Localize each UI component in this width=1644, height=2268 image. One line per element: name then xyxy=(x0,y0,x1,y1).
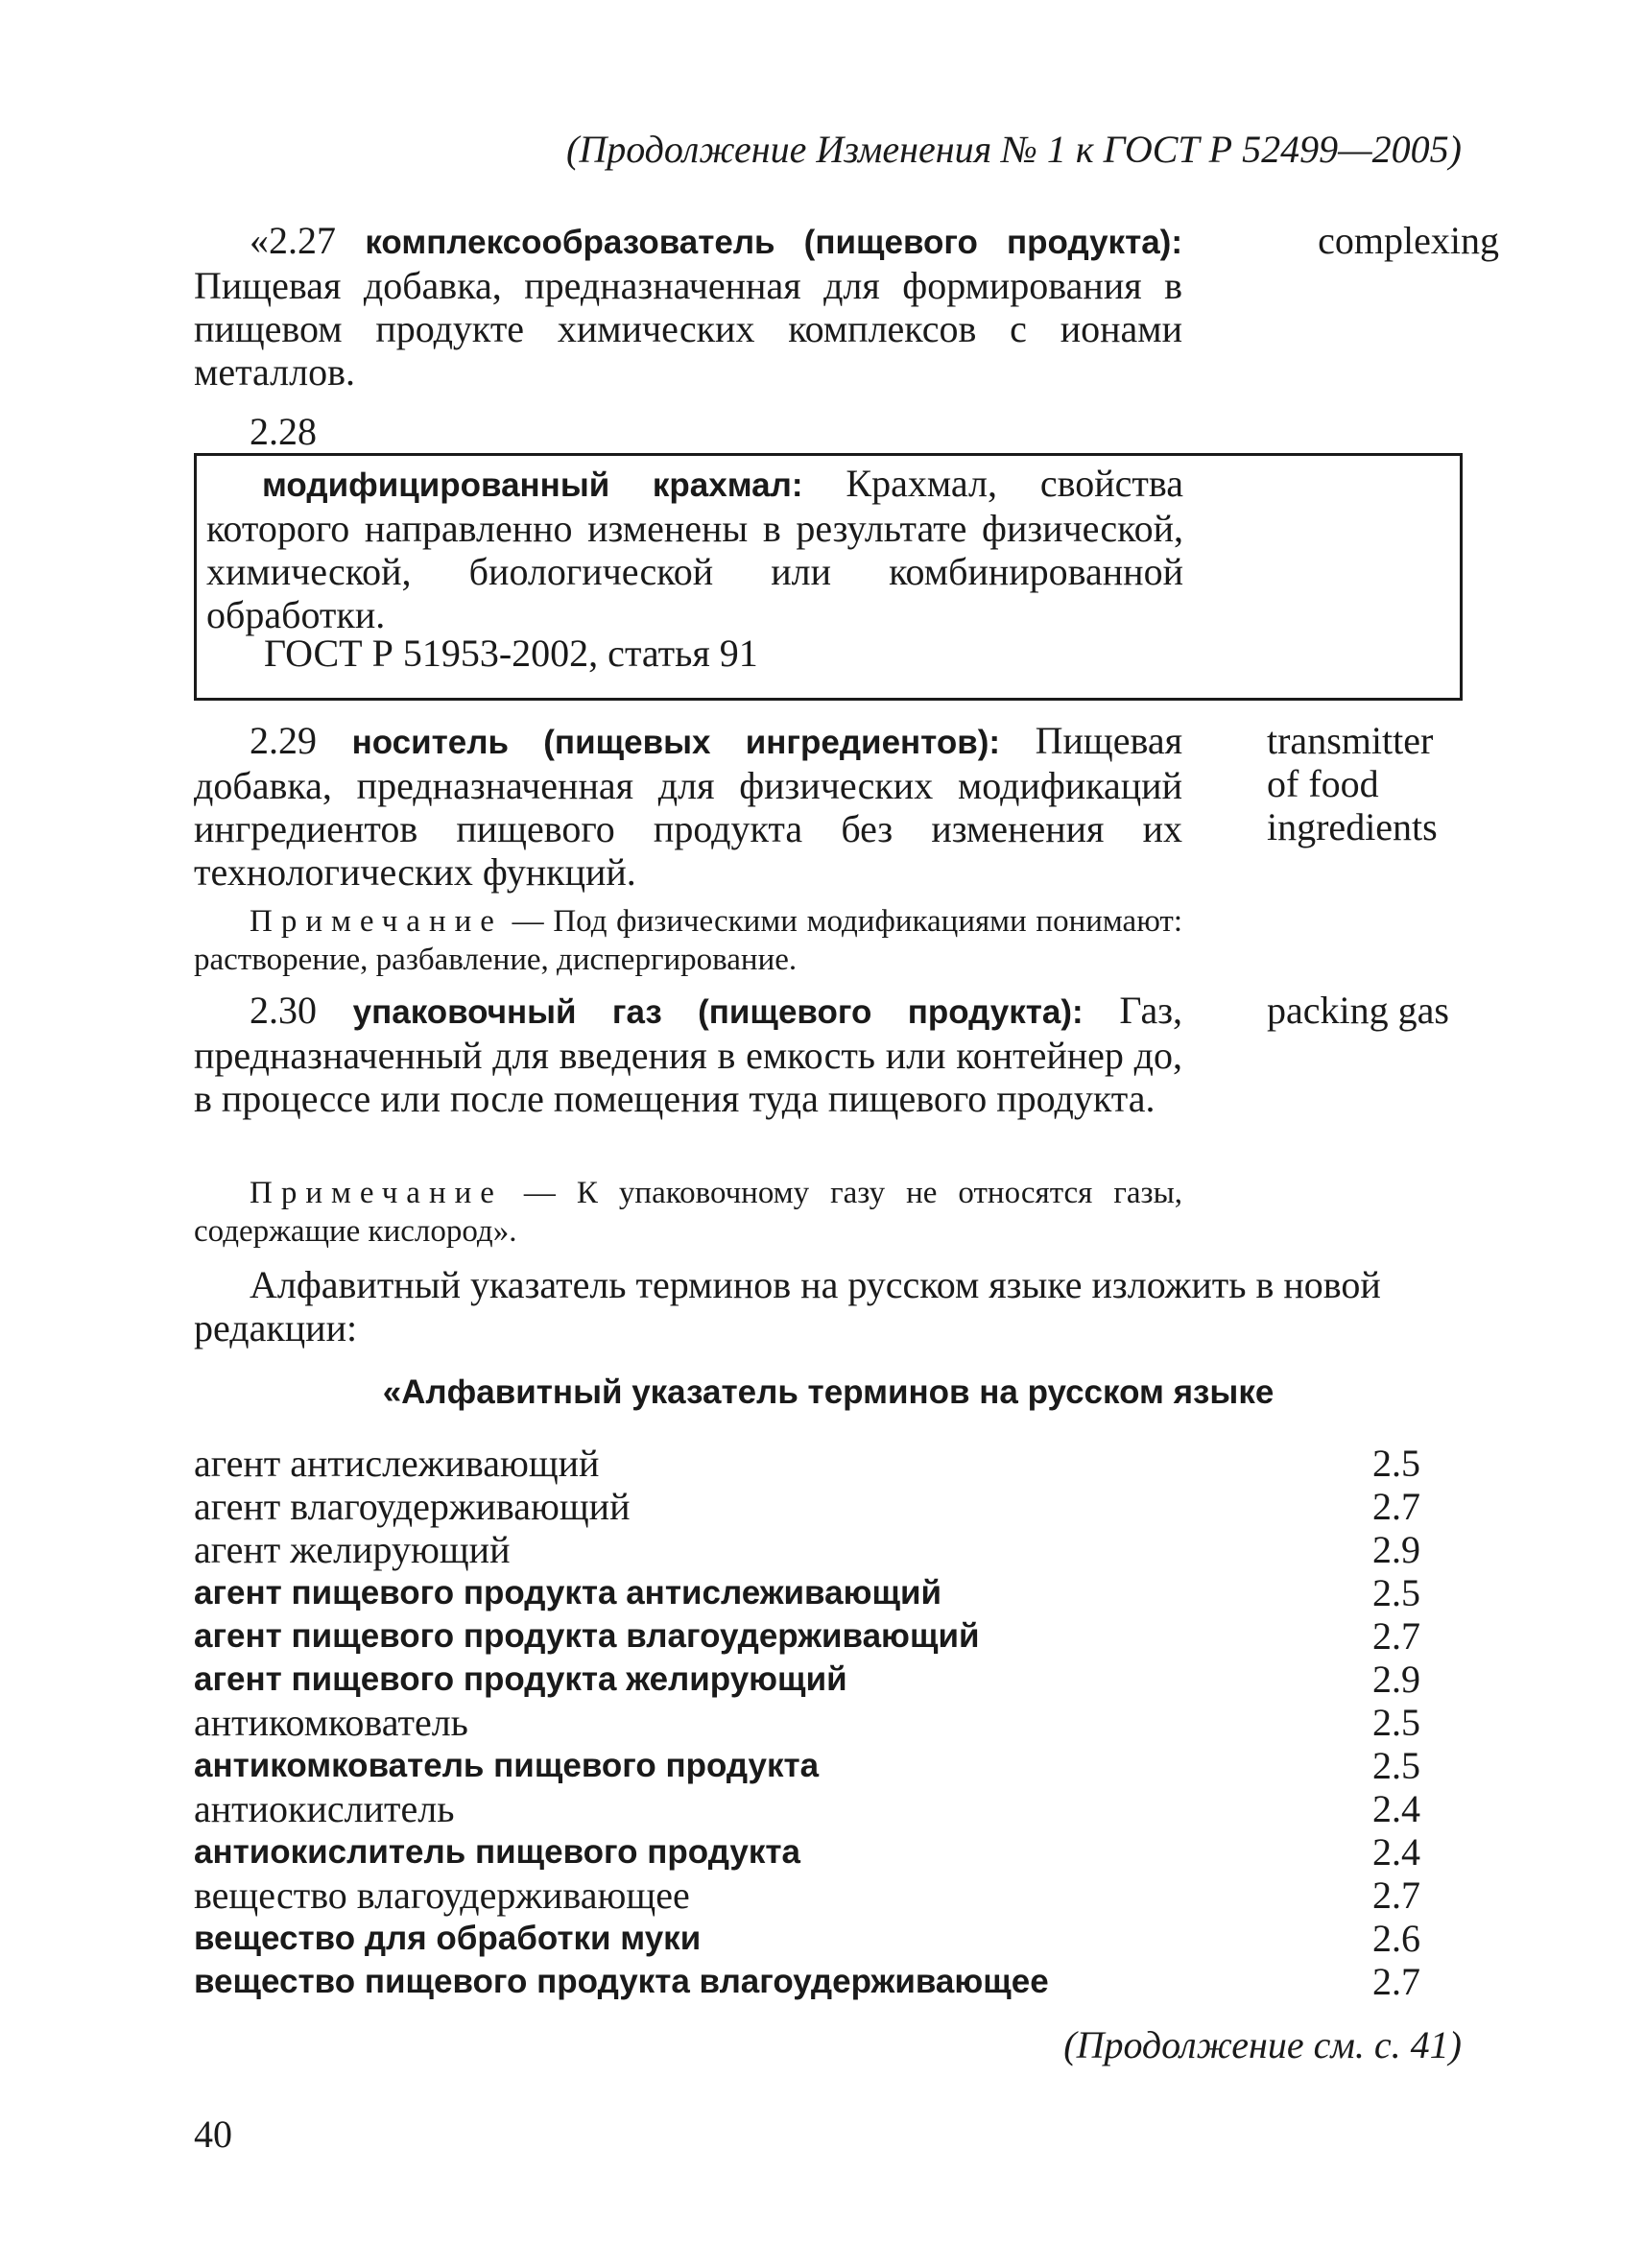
entry-term: комплексообразователь (пищевого продукта): xyxy=(365,224,1182,261)
entry-english-term: packing gas xyxy=(1267,989,1449,1032)
entry-source: ГОСТ Р 51953-2002, статья 91 xyxy=(264,632,758,675)
index-row xyxy=(194,1571,1420,1614)
index-term: агент влагоудерживающий xyxy=(194,1485,631,1528)
index-row xyxy=(194,1658,1420,1701)
entry-number: 2.28 xyxy=(250,410,317,453)
index-term: вещество для обработки муки xyxy=(194,1920,702,1957)
index-term: агент желирующий xyxy=(194,1528,511,1571)
index-ref: 2.7 xyxy=(1372,1960,1420,2003)
index-list xyxy=(194,1442,1420,2003)
entry-number: 2.30 xyxy=(250,989,317,1032)
index-term: агент антислеживающий xyxy=(194,1442,600,1485)
index-row xyxy=(194,1442,1420,1485)
entry-number: «2.27 xyxy=(250,219,336,262)
entry-definition xyxy=(194,989,1182,1120)
entry-number: 2.29 xyxy=(250,719,317,762)
entry-note xyxy=(194,1174,1182,1251)
index-title: «Алфавитный указатель терминов на русском языке xyxy=(382,1373,1275,1411)
index-row xyxy=(194,1830,1420,1874)
index-ref: 2.7 xyxy=(1372,1614,1420,1658)
index-term: вещество влагоудерживающее xyxy=(194,1874,690,1917)
index-ref: 2.5 xyxy=(1372,1442,1420,1485)
entry-note xyxy=(194,902,1182,979)
entry-definition-text: Пищевая добавка, предназначенная для физических модификаций ингредиентов пищевого продукта без изменения их технологических функций. xyxy=(194,719,1182,894)
index-row xyxy=(194,1744,1420,1787)
index-term: агент пищевого продукта влагоудерживающий xyxy=(194,1617,980,1655)
page-number: 40 xyxy=(194,2113,232,2156)
entry-term: упаковочный газ (пищевого продукта): xyxy=(352,993,1084,1031)
index-row xyxy=(194,1614,1420,1658)
note-text: — Под физическими модификациями понимают: растворение, разбавление, диспергирование. xyxy=(194,904,1182,977)
entry-2-28-box xyxy=(194,453,1463,701)
entry-term: носитель (пищевых ингредиентов): xyxy=(351,724,1001,761)
index-term: антикомкователь xyxy=(194,1701,468,1744)
entry-definition-text: Пищевая добавка, предназначенная для формирования в пищевом продукте химических комплексов с ионами металлов. xyxy=(194,264,1182,394)
index-ref: 2.5 xyxy=(1372,1701,1420,1744)
index-intro-paragraph xyxy=(194,1263,1463,1349)
entry-definition xyxy=(194,719,1182,894)
entry-definition xyxy=(206,462,1183,636)
index-ref: 2.9 xyxy=(1372,1528,1420,1571)
note-text: — К упаковочному газу не относятся газы, содержащие кислород». xyxy=(194,1176,1182,1249)
index-ref: 2.5 xyxy=(1372,1744,1420,1787)
index-row xyxy=(194,1960,1420,2003)
entry-english-term: transmitter of food ingredients xyxy=(1267,719,1438,848)
index-ref: 2.7 xyxy=(1372,1874,1420,1917)
entry-2-29 xyxy=(194,719,1499,894)
index-term: антиокислитель пищевого продукта xyxy=(194,1833,800,1871)
index-term: вещество пищевого продукта влагоудерживающее xyxy=(194,1963,1049,2000)
index-ref: 2.7 xyxy=(1372,1485,1420,1528)
entry-2-27 xyxy=(194,219,1499,394)
note-label: Примечание xyxy=(250,904,503,939)
entry-definition xyxy=(194,219,1182,394)
index-ref: 2.6 xyxy=(1372,1917,1420,1960)
index-ref: 2.9 xyxy=(1372,1658,1420,1701)
entry-english-term: complexing xyxy=(1318,219,1499,262)
index-term: агент пищевого продукта желирующий xyxy=(194,1660,847,1698)
index-row xyxy=(194,1874,1420,1917)
entry-definition-text: Газ, предназначенный для введения в емкость или контейнер до, в процессе или после помещения туда пищевого продукта. xyxy=(194,989,1182,1120)
index-term: антиокислитель xyxy=(194,1787,455,1830)
index-term: антикомкователь пищевого продукта xyxy=(194,1747,820,1784)
continuation-note: (Продолжение см. с. 41) xyxy=(1063,2023,1462,2066)
intro-text: Алфавитный указатель терминов на русском языке изложить в новой редакции: xyxy=(194,1263,1381,1349)
index-row xyxy=(194,1528,1420,1571)
note-label: Примечание xyxy=(250,1176,503,1210)
index-ref: 2.4 xyxy=(1372,1787,1420,1830)
index-row xyxy=(194,1701,1420,1744)
index-row xyxy=(194,1917,1420,1960)
entry-2-30 xyxy=(194,989,1499,1120)
index-row xyxy=(194,1787,1420,1830)
index-term: агент пищевого продукта антислеживающий xyxy=(194,1574,942,1611)
index-ref: 2.4 xyxy=(1372,1830,1420,1874)
index-row xyxy=(194,1485,1420,1528)
index-ref: 2.5 xyxy=(1372,1571,1420,1614)
entry-term: модифицированный крахмал: xyxy=(262,466,803,504)
entry-definition-text: Крахмал, свойства которого направленно изменены в результате физической, химической, биологической или комбинированной обработки. xyxy=(206,462,1183,636)
page-header: (Продолжение Изменения № 1 к ГОСТ Р 52499—2005) xyxy=(566,128,1462,171)
